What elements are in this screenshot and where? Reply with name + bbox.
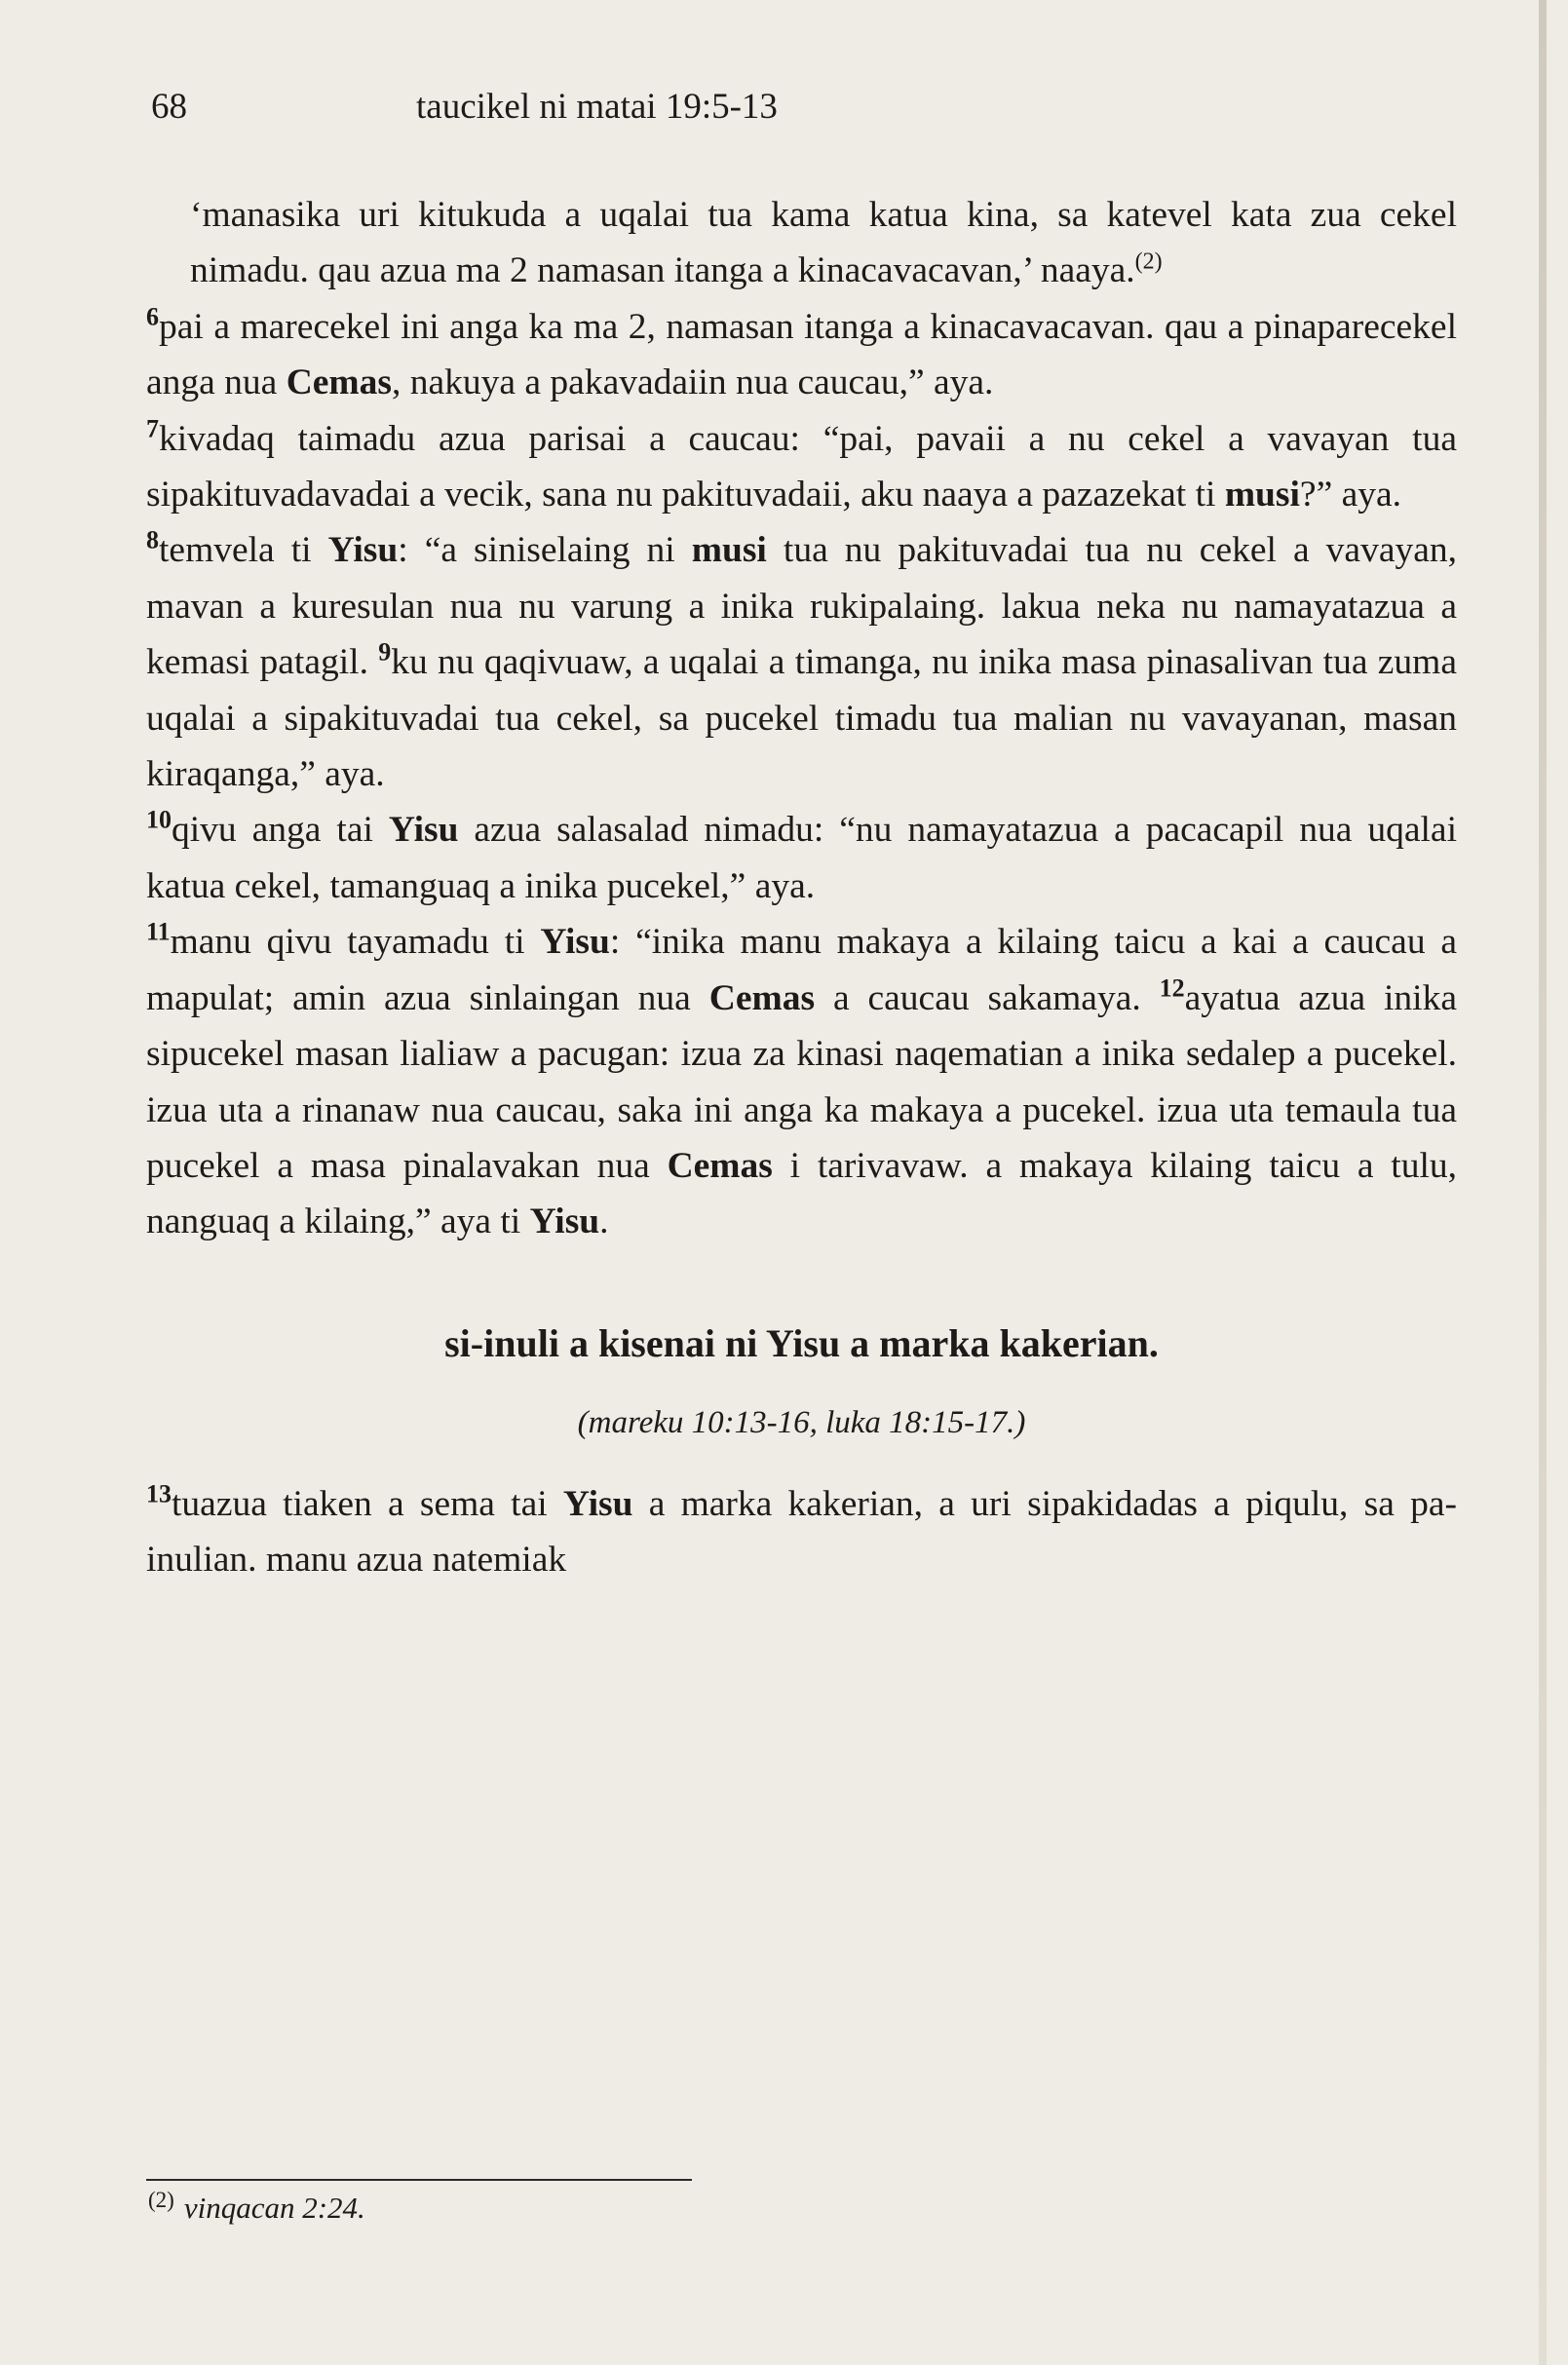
bold-term: Yisu — [529, 1202, 600, 1242]
section-reference: (mareku 10:13-16, luka 18:15-17.) — [577, 1404, 1026, 1440]
running-title: taucikel ni matai 19:5-13 — [416, 87, 778, 127]
verse-text: . — [599, 1202, 609, 1242]
verse-text: temvela ti — [159, 530, 328, 571]
verse-text: a marka kakerian, a uri sipakidadas a piqulu, sa pa-inulian. manu azua natemiak — [146, 1483, 1457, 1581]
verse-number: 7 — [146, 414, 159, 443]
verse-text: ku nu qaqivuaw, a uqalai a timanga, nu inika masa pinasalivan tua zuma uqalai a sipakituvadai tua cekel, sa pucekel timadu tua malian nu vavayanan, masan kiraqanga,” aya. — [146, 642, 1458, 795]
bold-term: Yisu — [562, 1483, 633, 1524]
verse-number: 9 — [378, 637, 392, 667]
verse-number: 10 — [146, 805, 172, 834]
page-number: 68 — [151, 87, 187, 127]
section-title: si-inuli a kisenai ni Yisu a marka kakerian. — [444, 1320, 1159, 1365]
paragraph-text: ‘manasika uri kitukuda a uqalai tua kama katua kina, sa katevel kata zua cekel nimadu. qau azua ma 2 namasan itanga a kinacavacavan,’ naaya. — [190, 195, 1457, 291]
bold-term: musi — [691, 530, 767, 571]
bold-term: Yisu — [540, 922, 610, 963]
verse-text: pai a marecekel ini anga ka ma 2, namasan itanga a kinacavacavan. qau a pinaparecekel anga nua — [146, 306, 1457, 403]
verse-text: , nakuya a pakavadaiin nua caucau,” aya. — [392, 362, 994, 403]
bold-term: Yisu — [388, 810, 459, 851]
verse-text: manu qivu tayamadu ti — [170, 922, 541, 963]
verse-number: 8 — [146, 525, 159, 554]
verse-8-9 — [146, 522, 1457, 802]
verse-text: : “a siniselaing ni — [398, 530, 692, 571]
verse-text: tua nu pakituvadai tua nu cekel a vavayan, mavan a kuresulan nua nu varung a inika rukipalaing. lakua neka nu namayatazua a kemasi patagil. — [146, 530, 1457, 683]
page-body — [146, 187, 1457, 1588]
bold-term: Yisu — [327, 530, 399, 571]
verse-text: a caucau sakamaya. — [815, 977, 1160, 1018]
bold-term: musi — [1224, 475, 1300, 515]
quote-continuation — [146, 187, 1457, 299]
bold-term: Cemas — [667, 1145, 773, 1186]
verse-text: ayatua azua inika sipucekel masan lialiaw a pacugan: izua za kinasi naqematian a inika sedalep a pucekel. izua uta a rinanaw nua caucau, saka ini anga ka makaya a pucekel. izua uta temaula tua pucekel a masa pinalavakan nua — [146, 977, 1457, 1186]
page-header — [151, 86, 1457, 144]
footnote-reference: (2) — [1134, 248, 1163, 275]
verse-text: qivu anga tai — [172, 810, 389, 851]
bold-term: Cemas — [286, 362, 392, 403]
footnote-mark: (2) — [148, 2187, 174, 2212]
verse-text: ?” aya. — [1299, 475, 1401, 515]
verse-number: 6 — [146, 302, 159, 331]
verse-text: i tarivavaw. a makaya kilaing taicu a tulu, nanguaq a kilaing,” aya ti — [146, 1145, 1458, 1242]
verse-13 — [146, 1476, 1457, 1588]
verse-text: azua salasalad nimadu: “nu namayatazua a pacacapil nua uqalai katua cekel, tamanguaq a inika pucekel,” aya. — [146, 810, 1457, 906]
footnote-text: vinqacan 2:24. — [183, 2191, 365, 2225]
footnote-divider — [146, 2179, 692, 2181]
verse-11-12 — [146, 914, 1457, 1249]
verse-number: 13 — [146, 1479, 172, 1508]
verse-7 — [146, 411, 1457, 523]
verse-text: tuazua tiaken a sema tai — [172, 1483, 563, 1524]
verse-text: kivadaq taimadu azua parisai a caucau: “pai, pavaii a nu cekel a vavayan tua sipakituvadavadai a vecik, sana nu pakituvadaii, aku naaya a pazazekat ti — [146, 418, 1457, 515]
verse-number: 11 — [146, 917, 171, 946]
verse-number: 12 — [1159, 973, 1185, 1003]
page-edge — [1539, 0, 1547, 2365]
verse-text: : “inika manu makaya a kilaing taicu a kai a caucau a mapulat; amin azua sinlaingan nua — [146, 922, 1458, 1018]
verse-6 — [146, 299, 1457, 411]
bold-term: Cemas — [708, 977, 816, 1018]
verse-10 — [146, 802, 1457, 914]
footnote — [148, 2187, 365, 2226]
